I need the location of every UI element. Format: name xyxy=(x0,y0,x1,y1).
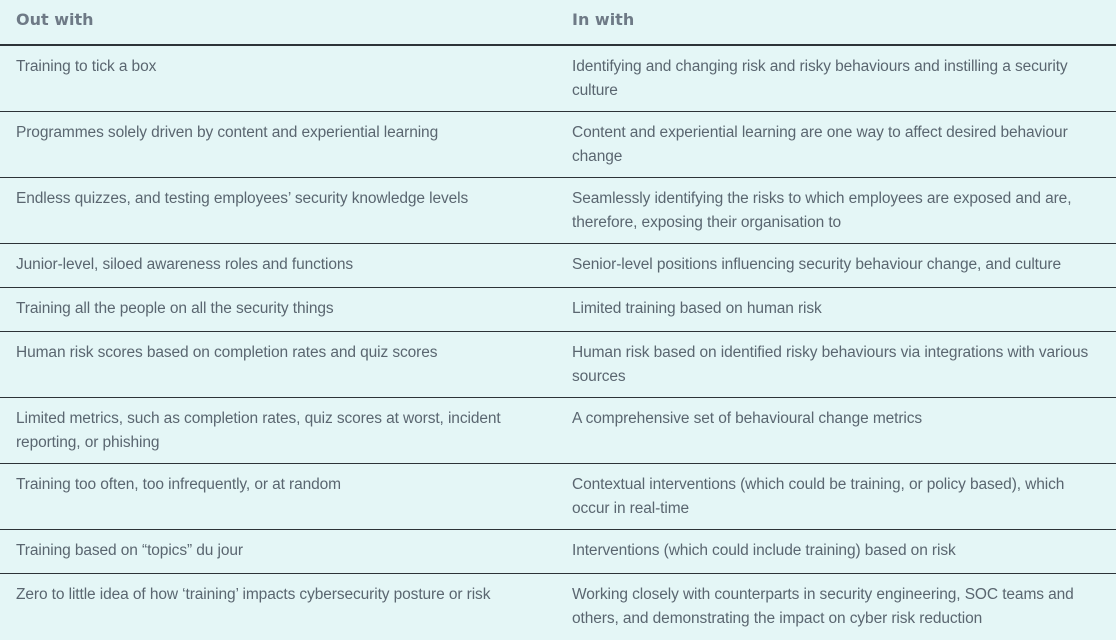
table-row xyxy=(0,574,1116,640)
table-row xyxy=(0,464,1116,530)
out-cell: Endless quizzes, and testing employees’ security knowledge levels xyxy=(16,190,469,207)
header-out-with: Out with xyxy=(16,10,94,29)
table-row xyxy=(0,288,1116,332)
out-cell: Training based on “topics” du jour xyxy=(16,542,243,559)
table-row xyxy=(0,332,1116,398)
in-cell: Senior-level positions influencing security behaviour change, and culture xyxy=(572,256,1061,273)
in-cell: Seamlessly identifying the risks to which employees are exposed and are, therefore, exposing their organisation to xyxy=(572,190,1072,231)
in-cell: A comprehensive set of behavioural change metrics xyxy=(572,410,923,427)
table-row xyxy=(0,46,1116,112)
out-cell: Training to tick a box xyxy=(16,58,157,75)
in-cell: Human risk based on identified risky behaviours via integrations with various sources xyxy=(572,344,1089,385)
in-cell: Contextual interventions (which could be training, or policy based), which occur in real-time xyxy=(572,476,1065,517)
out-cell: Programmes solely driven by content and experiential learning xyxy=(16,124,439,141)
table-row xyxy=(0,112,1116,178)
table-row xyxy=(0,398,1116,464)
out-cell: Training all the people on all the security things xyxy=(16,300,334,317)
out-cell: Training too often, too infrequently, or at random xyxy=(16,476,341,493)
in-cell: Limited training based on human risk xyxy=(572,300,822,317)
table-row xyxy=(0,178,1116,244)
out-cell: Zero to little idea of how ‘training’ impacts cybersecurity posture or risk xyxy=(16,586,491,603)
in-cell: Interventions (which could include training) based on risk xyxy=(572,542,956,559)
table-header xyxy=(0,0,1116,46)
in-cell: Identifying and changing risk and risky behaviours and instilling a security culture xyxy=(572,58,1068,99)
in-cell: Working closely with counterparts in security engineering, SOC teams and others, and demonstrating the impact on cyber risk reduction xyxy=(572,586,1074,627)
table-row xyxy=(0,530,1116,574)
out-cell: Human risk scores based on completion rates and quiz scores xyxy=(16,344,438,361)
in-cell: Content and experiential learning are one way to affect desired behaviour change xyxy=(572,124,1068,165)
header-in-with: In with xyxy=(572,10,635,29)
out-cell: Junior-level, siloed awareness roles and functions xyxy=(16,256,354,273)
table-row xyxy=(0,244,1116,288)
out-cell: Limited metrics, such as completion rates, quiz scores at worst, incident reporting, or phishing xyxy=(16,410,501,451)
